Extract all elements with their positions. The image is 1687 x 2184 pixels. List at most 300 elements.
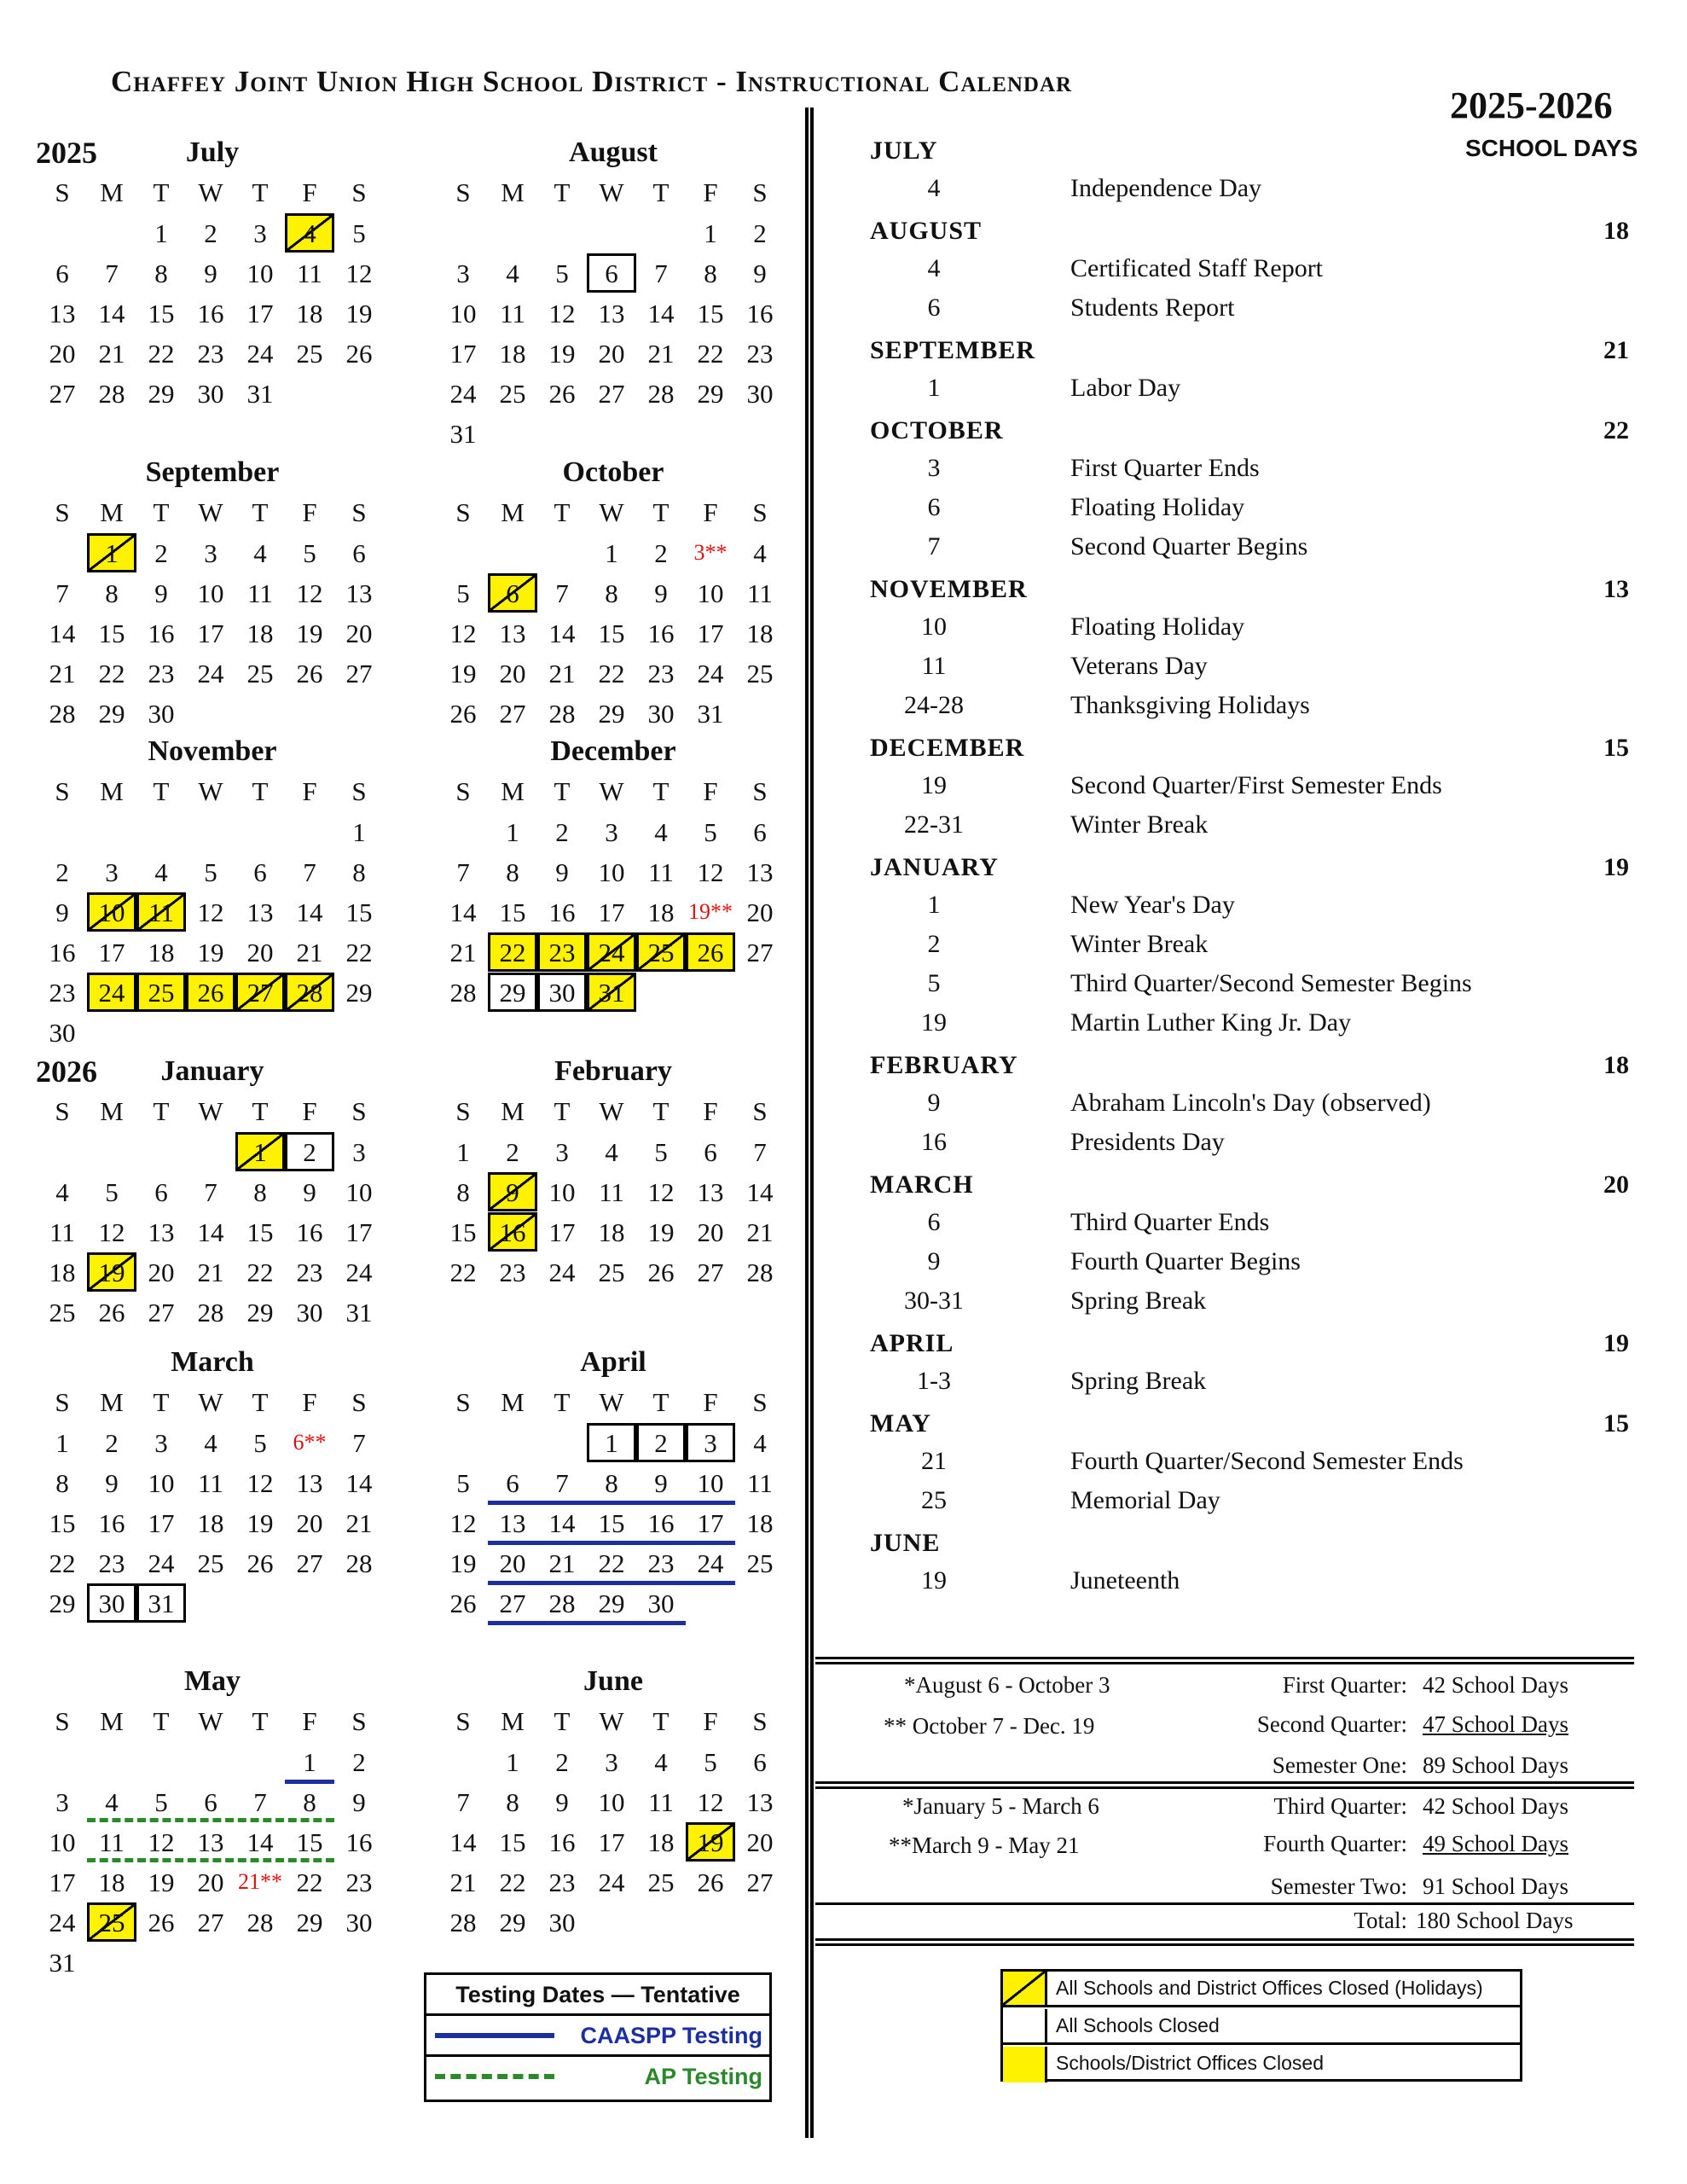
- day-cell: 19: [449, 658, 477, 688]
- event-day: 22-31: [904, 810, 964, 839]
- day-cell: 3**: [693, 540, 728, 565]
- day-cell: 22: [296, 1867, 323, 1897]
- day-cell: 23: [98, 1548, 125, 1578]
- day-cell: 27: [697, 1257, 724, 1287]
- weekday-header: T: [153, 497, 170, 527]
- event-text: Fourth Quarter Begins: [1070, 1247, 1301, 1275]
- event-day: 19: [921, 1008, 947, 1037]
- day-cell: 1: [605, 537, 618, 568]
- weekday-header: S: [55, 497, 70, 527]
- day-cell: 26: [449, 698, 477, 729]
- day-cell: 4: [204, 1427, 217, 1458]
- weekday-header: F: [703, 1095, 718, 1126]
- weekday-header: W: [198, 1095, 223, 1126]
- day-cell: 24: [697, 1548, 724, 1578]
- weekday-header: F: [703, 1386, 718, 1417]
- day-cell: 18: [647, 1827, 675, 1857]
- day-cell: 10: [697, 578, 724, 608]
- day-cell: 28: [449, 977, 477, 1008]
- q1-value: 42 School Days: [1423, 1672, 1568, 1698]
- day-cell: 31: [246, 378, 274, 409]
- day-cell: 29: [148, 378, 175, 409]
- event-day: 4: [927, 254, 941, 282]
- day-cell: 30: [548, 1907, 576, 1937]
- day-cell: 24: [587, 932, 636, 972]
- weekday-header: S: [55, 177, 70, 207]
- weekday-header: T: [652, 775, 670, 806]
- day-cell: 7: [555, 578, 569, 608]
- day-cell: 17: [98, 937, 125, 967]
- day-cell: 4: [654, 1746, 668, 1777]
- day-cell: 5: [303, 537, 316, 568]
- school-day-count: 15: [1603, 734, 1629, 762]
- divider: [815, 1662, 1634, 1664]
- day-cell: 13: [746, 1786, 774, 1817]
- month-july: [38, 136, 387, 478]
- day-cell: 17: [449, 338, 477, 369]
- day-cell: 9: [303, 1176, 316, 1207]
- day-cell: 8: [506, 857, 519, 887]
- day-cell: 13: [697, 1176, 724, 1207]
- day-cell: 5: [253, 1427, 267, 1458]
- total-label: Total:: [1354, 1908, 1407, 1933]
- day-cell: 29: [345, 977, 373, 1008]
- day-cell: 4: [605, 1136, 618, 1167]
- testing-title-row: [426, 1975, 769, 2016]
- s2-label: Semester Two:: [1270, 1873, 1407, 1899]
- weekday-header: W: [599, 1705, 624, 1736]
- event-month-header: AUGUST: [870, 217, 983, 245]
- weekday-header: S: [55, 775, 70, 806]
- day-cell: 29: [598, 1588, 625, 1618]
- weekday-header: S: [455, 1095, 471, 1126]
- weekday-header: S: [752, 177, 768, 207]
- ap-label: AP Testing: [644, 2064, 762, 2089]
- day-cell: 19: [296, 618, 323, 648]
- weekday-header: W: [198, 1705, 223, 1736]
- day-cell: 5: [704, 1746, 717, 1777]
- day-cell: 5: [704, 816, 717, 847]
- day-cell: 26: [296, 658, 323, 688]
- day-cell: 15: [98, 618, 125, 648]
- day-cell: 20: [246, 937, 274, 967]
- day-cell: 1: [506, 1746, 519, 1777]
- weekday-header: S: [351, 775, 367, 806]
- day-cell: 14: [345, 1467, 373, 1498]
- day-cell: 19: [345, 298, 373, 328]
- weekday-header: M: [100, 177, 124, 207]
- day-cell: 2: [636, 1423, 686, 1462]
- day-cell: 21: [296, 937, 323, 967]
- day-cell: 15: [148, 298, 175, 328]
- month-june: [438, 1665, 788, 2007]
- event-text: Memorial Day: [1070, 1486, 1220, 1514]
- day-cell: 30: [296, 1297, 323, 1327]
- event-day: 19: [921, 771, 947, 799]
- day-cell: 25: [598, 1257, 625, 1287]
- day-cell: 2: [285, 1132, 334, 1171]
- event-text: Second Quarter Begins: [1070, 532, 1308, 561]
- day-cell: 26: [449, 1588, 477, 1618]
- day-cell: 2: [654, 537, 668, 568]
- day-cell: 5: [555, 258, 569, 288]
- weekday-header: T: [252, 177, 269, 207]
- day-cell: 6**: [293, 1430, 327, 1455]
- weekday-header: T: [652, 177, 670, 207]
- day-cell: 13: [499, 1507, 526, 1538]
- event-month-header: NOVEMBER: [870, 575, 1028, 603]
- day-cell: 26: [548, 378, 576, 409]
- day-cell: 25: [136, 973, 186, 1012]
- day-cell: 12: [697, 857, 724, 887]
- day-cell: 16: [197, 298, 224, 328]
- day-cell: 9: [55, 897, 69, 927]
- day-cell: 31: [587, 973, 636, 1012]
- day-cell: 3: [204, 537, 217, 568]
- day-cell: 7: [456, 857, 470, 887]
- day-cell: 6: [204, 1786, 217, 1817]
- day-cell: 2: [506, 1136, 519, 1167]
- day-cell: 4: [285, 213, 334, 253]
- day-cell: 6: [253, 857, 267, 887]
- s2-value: 91 School Days: [1423, 1873, 1568, 1899]
- day-cell: 28: [548, 698, 576, 729]
- event-month-header: DECEMBER: [870, 734, 1025, 762]
- divider: [815, 1786, 1634, 1789]
- day-cell: 16: [49, 937, 76, 967]
- day-cell: 18: [647, 897, 675, 927]
- month-title: June: [583, 1665, 643, 1697]
- legend-holiday-label: All Schools and District Offices Closed (Holidays): [1056, 1977, 1483, 1999]
- day-cell: 12: [345, 258, 373, 288]
- weekday-header: S: [455, 497, 471, 527]
- event-day: 19: [921, 1566, 947, 1594]
- day-cell: 21: [746, 1217, 774, 1247]
- day-cell: 30: [87, 1583, 136, 1623]
- q3-value: 42 School Days: [1423, 1793, 1568, 1819]
- day-cell: 11: [99, 1827, 125, 1857]
- day-cell: 28: [548, 1588, 576, 1618]
- day-cell: 28: [246, 1907, 274, 1937]
- month-title: July: [185, 136, 240, 168]
- event-text: Winter Break: [1070, 810, 1209, 839]
- day-cell: 24: [87, 973, 136, 1012]
- q3-label: Third Quarter:: [1273, 1793, 1407, 1819]
- q4-value: 49 School Days: [1423, 1831, 1568, 1856]
- day-cell: 30: [647, 698, 675, 729]
- school-day-count: 18: [1603, 1051, 1629, 1079]
- day-cell: 27: [345, 658, 373, 688]
- weekday-header: T: [252, 1095, 269, 1126]
- weekday-header: M: [100, 1386, 124, 1417]
- weekday-header: T: [554, 1386, 571, 1417]
- weekday-header: M: [501, 1386, 525, 1417]
- day-cell: 11: [297, 258, 322, 288]
- day-cell: 18: [499, 338, 526, 369]
- closed-swatch: [1003, 2009, 1047, 2042]
- day-cell: 13: [148, 1217, 175, 1247]
- day-cell: 4: [753, 1427, 767, 1458]
- day-cell: 23: [647, 658, 675, 688]
- day-cell: 11: [747, 1467, 773, 1498]
- day-cell: 19: [686, 1822, 735, 1862]
- day-cell: 26: [186, 973, 235, 1012]
- month-january: [38, 1055, 387, 1397]
- event-text: Floating Holiday: [1070, 493, 1245, 521]
- caaspp-line: [488, 1621, 686, 1625]
- event-text: Winter Break: [1070, 930, 1209, 958]
- caaspp-row: [426, 2016, 769, 2057]
- s1-label: Semester One:: [1272, 1752, 1407, 1778]
- school-days-label: SCHOOL DAYS: [1465, 135, 1638, 161]
- weekday-header: S: [752, 497, 768, 527]
- day-cell: 20: [746, 1827, 774, 1857]
- weekday-header: T: [554, 497, 571, 527]
- day-cell: 12: [647, 1176, 675, 1207]
- legend-offices-label: Schools/District Offices Closed: [1056, 2052, 1325, 2074]
- event-text: Spring Break: [1070, 1367, 1207, 1395]
- day-cell: 6: [352, 537, 366, 568]
- divider: [815, 1902, 1634, 1905]
- event-text: Floating Holiday: [1070, 613, 1245, 641]
- weekday-header: F: [302, 1386, 317, 1417]
- event-day: 10: [921, 613, 947, 641]
- weekday-header: T: [252, 1705, 269, 1736]
- weekday-header: F: [703, 177, 718, 207]
- day-cell: 23: [746, 338, 774, 369]
- total-value: 180 School Days: [1416, 1908, 1574, 1933]
- day-cell: 8: [605, 1467, 618, 1498]
- day-cell: 2: [204, 218, 217, 248]
- day-cell: 1: [87, 533, 136, 572]
- day-cell: 18: [197, 1507, 224, 1538]
- day-cell: 10: [598, 1786, 625, 1817]
- q4-label: Fourth Quarter:: [1263, 1831, 1407, 1856]
- day-cell: 9: [154, 578, 168, 608]
- day-cell: 10: [148, 1467, 175, 1498]
- event-day: 11: [921, 652, 947, 680]
- day-cell: 6: [587, 253, 636, 293]
- day-cell: 28: [746, 1257, 774, 1287]
- event-text: Fourth Quarter/Second Semester Ends: [1070, 1447, 1464, 1475]
- weekday-header: W: [599, 1386, 624, 1417]
- weekday-header: S: [752, 775, 768, 806]
- weekday-header: S: [55, 1386, 70, 1417]
- day-cell: 26: [246, 1548, 274, 1578]
- day-cell: 4: [105, 1786, 119, 1817]
- day-cell: 16: [488, 1212, 537, 1252]
- event-day: 9: [927, 1089, 941, 1117]
- day-cell: 30: [537, 973, 587, 1012]
- day-cell: 27: [499, 1588, 526, 1618]
- day-cell: 23: [537, 932, 587, 972]
- day-cell: 28: [647, 378, 675, 409]
- month-may: [38, 1665, 387, 2007]
- day-cell: 7: [753, 1136, 767, 1167]
- day-cell: 18: [746, 1507, 774, 1538]
- day-cell: 3: [352, 1136, 366, 1167]
- month-title: April: [580, 1346, 646, 1378]
- weekday-header: W: [198, 497, 223, 527]
- day-cell: 1: [235, 1132, 285, 1171]
- weekday-header: T: [652, 1386, 670, 1417]
- day-cell: 22: [98, 658, 125, 688]
- day-cell: 10: [697, 1467, 724, 1498]
- day-cell: 25: [647, 1867, 675, 1897]
- day-cell: 8: [605, 578, 618, 608]
- day-cell: 18: [598, 1217, 625, 1247]
- day-cell: 7: [555, 1467, 569, 1498]
- day-cell: 13: [598, 298, 625, 328]
- event-text: Veterans Day: [1070, 652, 1208, 680]
- event-text: New Year's Day: [1070, 891, 1235, 919]
- day-cell: 20: [296, 1507, 323, 1538]
- day-cell: 27: [746, 1867, 774, 1897]
- day-cell: 14: [98, 298, 125, 328]
- day-cell: 17: [246, 298, 274, 328]
- day-cell: 1: [352, 816, 366, 847]
- day-cell: 3: [154, 1427, 168, 1458]
- day-cell: 22: [598, 1548, 625, 1578]
- caaspp-label: CAASPP Testing: [580, 2023, 762, 2048]
- day-cell: 19**: [688, 899, 733, 924]
- event-day: 6: [927, 293, 941, 322]
- weekday-header: S: [752, 1705, 768, 1736]
- day-cell: 10: [246, 258, 274, 288]
- weekday-header: T: [153, 177, 170, 207]
- event-month-header: MAY: [870, 1409, 931, 1438]
- weekday-header: S: [752, 1095, 768, 1126]
- weekday-header: S: [455, 1705, 471, 1736]
- day-cell: 16: [296, 1217, 323, 1247]
- day-cell: 14: [246, 1827, 274, 1857]
- day-cell: 1: [154, 218, 168, 248]
- day-cell: 2: [753, 218, 767, 248]
- day-cell: 13: [746, 857, 774, 887]
- day-cell: 5: [352, 218, 366, 248]
- day-cell: 29: [296, 1907, 323, 1937]
- day-cell: 3: [555, 1136, 569, 1167]
- school-day-count: 19: [1603, 853, 1629, 881]
- day-cell: 6: [753, 816, 767, 847]
- day-cell: 21: [49, 658, 76, 688]
- month-title: February: [554, 1055, 672, 1087]
- day-cell: 13: [296, 1467, 323, 1498]
- day-cell: 26: [686, 932, 735, 972]
- day-cell: 13: [246, 897, 274, 927]
- day-cell: 22: [148, 338, 175, 369]
- day-cell: 16: [647, 618, 675, 648]
- q1-label: First Quarter:: [1282, 1672, 1407, 1698]
- day-cell: 7: [204, 1176, 217, 1207]
- weekday-header: M: [501, 775, 525, 806]
- weekday-header: T: [252, 775, 269, 806]
- day-cell: 25: [746, 658, 774, 688]
- day-cell: 1: [303, 1746, 316, 1777]
- event-month-header: MARCH: [870, 1170, 974, 1199]
- holiday-swatch: [1003, 1972, 1047, 2005]
- day-cell: 28: [285, 973, 334, 1012]
- day-cell: 26: [148, 1907, 175, 1937]
- event-day: 1: [927, 374, 941, 402]
- day-cell: 27: [49, 378, 76, 409]
- event-day: 9: [927, 1247, 941, 1275]
- weekday-header: T: [153, 775, 170, 806]
- event-month-header: JUNE: [870, 1529, 941, 1557]
- day-cell: 6: [55, 258, 69, 288]
- day-cell: 9: [555, 857, 569, 887]
- day-cell: 16: [746, 298, 774, 328]
- day-cell: 9: [204, 258, 217, 288]
- day-cell: 18: [49, 1257, 76, 1287]
- day-cell: 11: [247, 578, 273, 608]
- day-cell: 8: [704, 258, 717, 288]
- page-title: Chaffey Joint Union High School District - Instructional Calendar: [111, 65, 1073, 98]
- event-day: 1-3: [917, 1367, 951, 1395]
- day-cell: 29: [98, 698, 125, 729]
- event-day: 6: [927, 1208, 941, 1236]
- day-cell: 19: [548, 338, 576, 369]
- day-cell: 22: [488, 932, 537, 972]
- day-cell: 10: [449, 298, 477, 328]
- day-cell: 27: [598, 378, 625, 409]
- legend-row-holiday: [1003, 1972, 1520, 2007]
- day-cell: 10: [49, 1827, 76, 1857]
- day-cell: 28: [449, 1907, 477, 1937]
- day-cell: 19: [197, 937, 224, 967]
- day-cell: 5: [456, 1467, 470, 1498]
- day-cell: 14: [197, 1217, 224, 1247]
- day-cell: 3: [253, 218, 267, 248]
- day-cell: 27: [499, 698, 526, 729]
- day-cell: 22: [345, 937, 373, 967]
- day-cell: 25: [246, 658, 274, 688]
- day-cell: 21: [449, 937, 477, 967]
- month-february: [438, 1055, 788, 1397]
- q3-range: *January 5 - March 6: [902, 1793, 1099, 1819]
- day-cell: 5: [456, 578, 470, 608]
- day-cell: 23: [197, 338, 224, 369]
- day-cell: 15: [296, 1827, 323, 1857]
- day-cell: 21: [197, 1257, 224, 1287]
- day-cell: 14: [449, 897, 477, 927]
- day-cell: 8: [303, 1786, 316, 1817]
- day-cell: 12: [197, 897, 224, 927]
- day-cell: 2: [555, 1746, 569, 1777]
- day-cell: 14: [746, 1176, 774, 1207]
- day-cell: 21: [98, 338, 125, 369]
- day-cell: 20: [697, 1217, 724, 1247]
- day-cell: 12: [246, 1467, 274, 1498]
- weekday-header: S: [55, 1095, 70, 1126]
- weekday-header: F: [703, 1705, 718, 1736]
- weekday-header: W: [198, 775, 223, 806]
- day-cell: 7: [253, 1786, 267, 1817]
- day-cell: 18: [296, 298, 323, 328]
- day-cell: 10: [87, 892, 136, 932]
- testing-dates-box: [424, 1972, 772, 2102]
- event-day: 21: [921, 1447, 947, 1475]
- event-text: Third Quarter/Second Semester Begins: [1070, 969, 1472, 997]
- divider: [815, 1657, 1634, 1659]
- day-cell: 3: [55, 1786, 69, 1817]
- year-label: 2025: [36, 136, 97, 170]
- day-cell: 13: [345, 578, 373, 608]
- event-text: Certificated Staff Report: [1070, 254, 1324, 282]
- day-cell: 14: [49, 618, 76, 648]
- day-cell: 17: [197, 618, 224, 648]
- day-cell: 28: [49, 698, 76, 729]
